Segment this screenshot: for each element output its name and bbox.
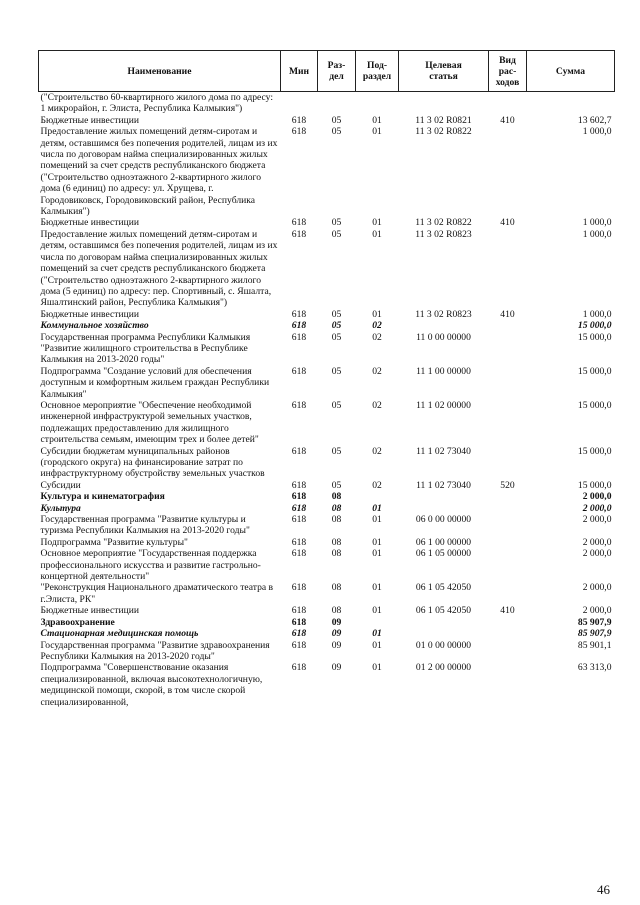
cell-expense-type [489,446,527,480]
cell-podrazdel: 01 [372,308,382,320]
table-row [39,640,615,663]
cell-min: 618 [291,365,307,377]
cell-min: 618 [291,228,307,240]
cell-sum: 1 000,0 [582,228,612,240]
cell-sum: 1 000,0 [582,308,612,320]
cell-min: 618 [291,331,307,343]
header-name: Наименование [39,51,281,92]
table-row [39,662,615,708]
cell-podrazdel: 01 [372,605,382,617]
table-body [39,92,615,708]
table-row [39,400,615,446]
cell-podrazdel: 01 [372,628,382,640]
cell-expense-type: 410 [500,605,515,617]
cell-name: Предоставление жилых помещений детям-сиротам и детям, оставшимся без попечения родителей, лицам из их числа по договорам найма специализированных жилых помещений за счет средств республиканского бюджета ("Строительство одноэтажного 2-квартирного жилого дома (5 единиц) по адресу: пер. Спортивный, с. Яшалта, Яшалтинский район, Республика Калмыкия") [40,228,278,309]
table-row [39,229,615,309]
cell-expense-type: 410 [500,308,515,320]
table-row [39,320,615,331]
cell-target-article [399,92,489,115]
cell-sum: 1 000,0 [582,126,612,138]
table-row [39,628,615,639]
cell-name: Подпрограмма "Создание условий для обеспечения доступным и комфортным жильем граждан Республики Калмыкия" [40,365,270,400]
header-target-article: Целевая статья [399,51,489,92]
header-sum: Сумма [527,51,615,92]
cell-expense-type [489,582,527,605]
cell-target-article [399,491,489,502]
cell-name: Подпрограмма "Совершенствование оказания специализированной, включая высокотехнологичную, медицинской помощи, скорой, в том числе скорой специализированной, [40,662,263,708]
cell-expense-type [489,537,527,548]
cell-target-article: 06 0 00 00000 [415,514,472,526]
cell-podrazdel: 01 [372,536,382,548]
cell-podrazdel: 01 [372,228,382,240]
cell-podrazdel: 01 [372,662,382,674]
table-row [39,617,615,628]
cell-podrazdel [356,617,399,628]
table-row [39,514,615,537]
table-row [39,332,615,366]
table-row [39,537,615,548]
cell-razdel [318,92,356,115]
cell-target-article: 11 3 02 R0822 [415,126,472,138]
cell-expense-type: 410 [500,217,515,229]
cell-name: Бюджетные инвестиции [40,308,139,320]
cell-name: Основное мероприятие "Государственная поддержка профессионального искусства и развитие гастрольно-концертной деятельности" [40,548,261,583]
cell-name: Государственная программа "Развитие культуры и туризма Республики Калмыкия на 2013-2020 годы" [40,514,250,537]
cell-target-article [399,320,489,331]
cell-razdel: 08 [331,536,342,548]
cell-razdel: 05 [331,228,342,240]
cell-expense-type [489,229,527,309]
cell-razdel: 08 [331,582,342,594]
cell-min: 618 [291,320,307,332]
cell-sum: 85 907,9 [577,628,612,640]
table-row [39,92,615,115]
cell-min: 618 [291,126,307,138]
cell-target-article: 11 3 02 R0822 [415,217,472,229]
cell-name: Культура и кинематография [40,491,165,503]
cell-podrazdel: 01 [372,639,382,651]
cell-podrazdel: 02 [372,320,382,332]
cell-target-article: 06 1 05 42050 [415,605,472,617]
cell-razdel: 05 [331,331,342,343]
cell-min: 618 [291,582,307,594]
table-row [39,480,615,491]
cell-podrazdel [356,491,399,502]
cell-podrazdel [356,92,399,115]
cell-sum: 85 901,1 [577,639,612,651]
cell-name: Субсидии [40,479,81,491]
cell-sum: 15 000,0 [577,479,612,491]
cell-expense-type [489,628,527,639]
cell-target-article: 11 3 02 R0823 [415,308,472,320]
cell-sum: 15 000,0 [577,445,612,457]
cell-sum: 2 000,0 [582,514,612,526]
budget-table [38,50,615,708]
page-number: 46 [597,882,610,897]
cell-razdel: 05 [331,365,342,377]
table-row [39,126,615,217]
cell-sum: 63 313,0 [577,662,612,674]
cell-target-article: 06 1 05 00000 [415,548,472,560]
cell-razdel: 08 [331,514,342,526]
cell-podrazdel: 02 [372,479,382,491]
cell-podrazdel: 02 [372,399,382,411]
cell-min: 618 [291,502,307,514]
header-expense-type: Вид рас- ходов [489,51,527,92]
cell-name: Коммунальное хозяйство [40,320,149,332]
cell-name: Основное мероприятие "Обеспечение необходимой инженерной инфраструктурой земельных участков, подлежащих предоставлению для жилищного строительства семьям, имеющим трех и более детей" [40,399,259,446]
cell-sum [527,92,615,115]
cell-sum: 13 602,7 [577,114,612,126]
cell-min: 618 [291,548,307,560]
cell-sum: 2 000,0 [582,548,612,560]
table-row [39,582,615,605]
cell-name: Государственная программа "Развитие здравоохранения Республики Калмыкия на 2013-2020 годы" [40,639,270,662]
cell-podrazdel: 02 [372,331,382,343]
cell-name: Государственная программа Республики Калмыкия "Развитие жилищного строительства в Республике Калмыкия на 2013-2020 годы" [40,331,251,366]
cell-min: 618 [291,114,307,126]
cell-target-article [399,617,489,628]
cell-razdel: 09 [331,662,342,674]
cell-sum: 2 000,0 [582,491,612,503]
cell-target-article: 01 2 00 00000 [415,662,472,674]
cell-expense-type [489,514,527,537]
cell-name: Субсидии бюджетам муниципальных районов (городского округа) на финансирование затрат по инфраструктурному обустройству земельных участков [40,445,265,480]
cell-razdel: 05 [331,399,342,411]
cell-sum: 2 000,0 [582,536,612,548]
cell-name: "Реконструкция Национального драматического театра в г.Элиста, РК" [40,582,274,605]
cell-razdel: 05 [331,114,342,126]
cell-sum: 15 000,0 [577,399,612,411]
cell-podrazdel: 01 [372,514,382,526]
cell-sum: 2 000,0 [582,605,612,617]
cell-razdel: 05 [331,126,342,138]
cell-name: Бюджетные инвестиции [40,217,139,229]
cell-min: 618 [291,536,307,548]
cell-razdel: 09 [331,616,342,628]
cell-podrazdel: 01 [372,126,382,138]
cell-expense-type [489,332,527,366]
cell-expense-type [489,400,527,446]
cell-target-article [399,628,489,639]
cell-podrazdel: 01 [372,548,382,560]
cell-min: 618 [291,399,307,411]
cell-target-article: 01 0 00 00000 [415,639,472,651]
cell-sum: 2 000,0 [582,582,612,594]
cell-sum: 85 907,9 [577,616,612,628]
cell-sum: 15 000,0 [577,365,612,377]
cell-sum: 2 000,0 [582,502,612,514]
table-row [39,446,615,480]
cell-razdel: 05 [331,308,342,320]
cell-podrazdel: 01 [372,217,382,229]
cell-name: Предоставление жилых помещений детям-сиротам и детям, оставшимся без попечения родителей, лицам из их числа по договорам найма специализированных жилых помещений за счет средств республиканского бюджета ("Строительство одноэтажного 2-квартирного жилого дома (6 единиц) по адресу: ул. Хрущева, г. Городовиковск, Городовиковский район, Республика Калмыкия") [40,126,278,218]
table-row [39,366,615,400]
cell-min: 618 [291,662,307,674]
cell-target-article: 11 1 00 00000 [416,365,471,377]
budget-page [38,50,614,708]
cell-razdel: 08 [331,502,342,514]
table-row [39,491,615,502]
cell-expense-type: 520 [500,479,515,491]
header-razdel: Раз- дел [318,51,356,92]
cell-target-article: 11 3 02 R0821 [415,114,472,126]
cell-target-article: 11 1 02 73040 [416,445,471,457]
cell-razdel: 09 [331,628,342,640]
cell-razdel: 05 [331,320,342,332]
header-min: Мин [281,51,318,92]
table-row [39,548,615,582]
cell-min: 618 [291,616,307,628]
cell-name: Бюджетные инвестиции [40,114,139,126]
cell-razdel: 08 [331,491,342,503]
cell-min: 618 [291,628,307,640]
cell-min: 618 [291,445,307,457]
table-row [39,217,615,228]
cell-razdel: 08 [331,605,342,617]
cell-min: 618 [291,514,307,526]
table-row [39,309,615,320]
cell-podrazdel: 02 [372,445,382,457]
table-header-row [39,51,615,92]
table-row [39,115,615,126]
cell-expense-type [489,491,527,502]
cell-name: Стационарная медицинская помощь [40,628,199,640]
cell-min: 618 [291,217,307,229]
cell-expense-type [489,617,527,628]
cell-expense-type [489,503,527,514]
cell-podrazdel: 01 [372,582,382,594]
cell-razdel: 09 [331,639,342,651]
cell-expense-type [489,320,527,331]
cell-podrazdel: 01 [372,502,382,514]
cell-target-article [399,503,489,514]
table-row [39,503,615,514]
cell-name: ("Строительство 60-квартирного жилого дома по адресу: 1 микрорайон, г. Элиста, Республика Калмыкия") [40,92,273,115]
cell-target-article: 11 3 02 R0823 [415,228,472,240]
cell-target-article: 11 1 02 73040 [416,479,471,491]
cell-razdel: 05 [331,479,342,491]
cell-sum: 1 000,0 [582,217,612,229]
cell-min: 618 [291,639,307,651]
cell-min: 618 [291,605,307,617]
cell-sum: 15 000,0 [577,320,612,332]
cell-expense-type [489,92,527,115]
cell-razdel: 08 [331,548,342,560]
cell-min: 618 [291,479,307,491]
cell-expense-type [489,548,527,582]
cell-name: Подпрограмма "Развитие культуры" [40,536,188,548]
cell-target-article: 11 0 00 00000 [416,331,471,343]
cell-sum: 15 000,0 [577,331,612,343]
cell-expense-type [489,126,527,217]
cell-expense-type: 410 [500,114,515,126]
cell-name: Здравоохранение [40,616,115,628]
cell-target-article: 11 1 02 00000 [416,399,471,411]
header-podrazdel: Под- раздел [356,51,399,92]
cell-razdel: 05 [331,445,342,457]
cell-name: Бюджетные инвестиции [40,605,139,617]
cell-min: 618 [291,308,307,320]
cell-podrazdel: 02 [372,365,382,377]
cell-expense-type [489,662,527,708]
cell-name: Культура [40,502,81,514]
cell-podrazdel: 01 [372,114,382,126]
cell-min: 618 [291,491,307,503]
cell-target-article: 06 1 00 00000 [415,536,472,548]
cell-min [281,92,318,115]
cell-target-article: 06 1 05 42050 [415,582,472,594]
table-row [39,605,615,616]
cell-expense-type [489,366,527,400]
cell-razdel: 05 [331,217,342,229]
cell-expense-type [489,640,527,663]
